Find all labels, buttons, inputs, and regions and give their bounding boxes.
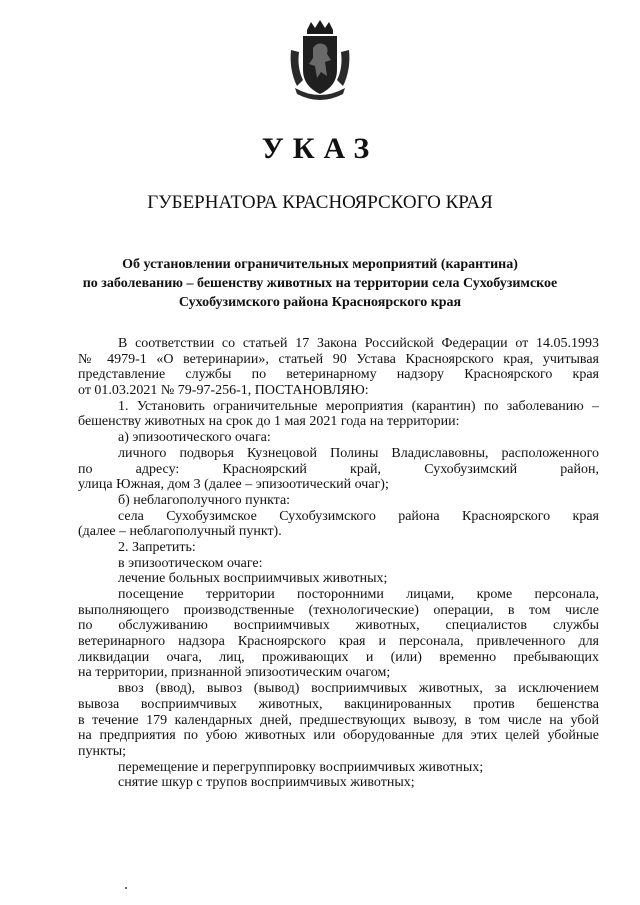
body-line: по обслуживанию восприимчивых животных, специалистов службы [78,618,599,634]
body-line: посещение территории посторонними лицами, кроме персонала, [118,587,599,602]
body-line: в эпизоотическом очаге: [118,555,263,571]
body-line: бешенству животных на срок до 1 мая 2021 года на территории: [78,414,460,430]
heading-line: Сухобузимского района Красноярского края [178,295,462,310]
body-line: представление службы по ветеринарному надзору Красноярского края [78,367,599,383]
body-line: 1. Установить ограничительные мероприятия (карантин) по заболеванию – [118,398,599,414]
body-line: перемещение и перегруппировку восприимчивых животных; [118,759,484,775]
heading-line: по заболеванию – бешенству животных на территории села Сухобузимское [82,276,558,291]
document-subtitle: ГУБЕРНАТОРА КРАСНОЯРСКОГО КРАЯ [147,192,493,213]
body-line: на территории, признанной эпизоотическим очагом; [78,665,391,681]
body-line: в течение 179 календарных дней, предшествующих вывозу, в том числе на убой [78,712,599,728]
body-line: вывоза восприимчивых животных, вакцинированных против бешенства [78,696,599,712]
body-line: села Сухобузимское Сухобузимского района Красноярского края [118,508,599,524]
body-line: личного подворья Кузнецовой Полины Владиславовны, расположенного [118,445,599,461]
decree-body [78,336,599,791]
body-line: пункты; [78,743,127,759]
scan-speck [125,887,127,889]
body-line: на предприятия по убою животных или оборудованные для этих целей убойные [78,728,599,744]
body-line: ликвидации очага, лиц, проживающих и (или) временно пребывающих [78,649,599,665]
document-title: УКАЗ [261,132,379,165]
body-line: улица Южная, дом 3 (далее – эпизоотический очаг); [78,477,389,493]
body-line: № 4979-1 «О ветеринарии», статьей 90 Устава Красноярского края, учитывая [78,351,599,367]
body-line: лечение больных восприимчивых животных; [118,571,388,587]
body-line: снятие шкур с трупов восприимчивых животных; [118,775,415,791]
body-line: ветеринарного надзора Красноярского края и персонала, привлеченного для [78,634,599,650]
decree-heading [60,255,580,312]
body-line: ввоз (ввод), вывоз (вывод) восприимчивых животных, за исключением [118,681,599,697]
krasnoyarsk-coat-of-arms-icon [287,20,353,100]
body-line: а) эпизоотического очага: [118,430,271,446]
body-line: В соответствии со статьей 17 Закона Российской Федерации от 14.05.1993 [118,336,599,351]
body-line: от 01.03.2021 № 79-97-256-1, ПОСТАНОВЛЯЮ: [78,383,369,399]
body-line: (далее – неблагополучный пункт). [78,524,282,540]
body-line: по адресу: Красноярский край, Сухобузимский район, [78,461,599,477]
body-line: выполняющего производственные (технологические) операции, в том числе [78,602,599,618]
body-line: б) неблагополучного пункта: [118,492,291,508]
body-line: 2. Запретить: [118,539,196,555]
heading-line: Об установлении ограничительных мероприятий (карантина) [122,257,518,272]
